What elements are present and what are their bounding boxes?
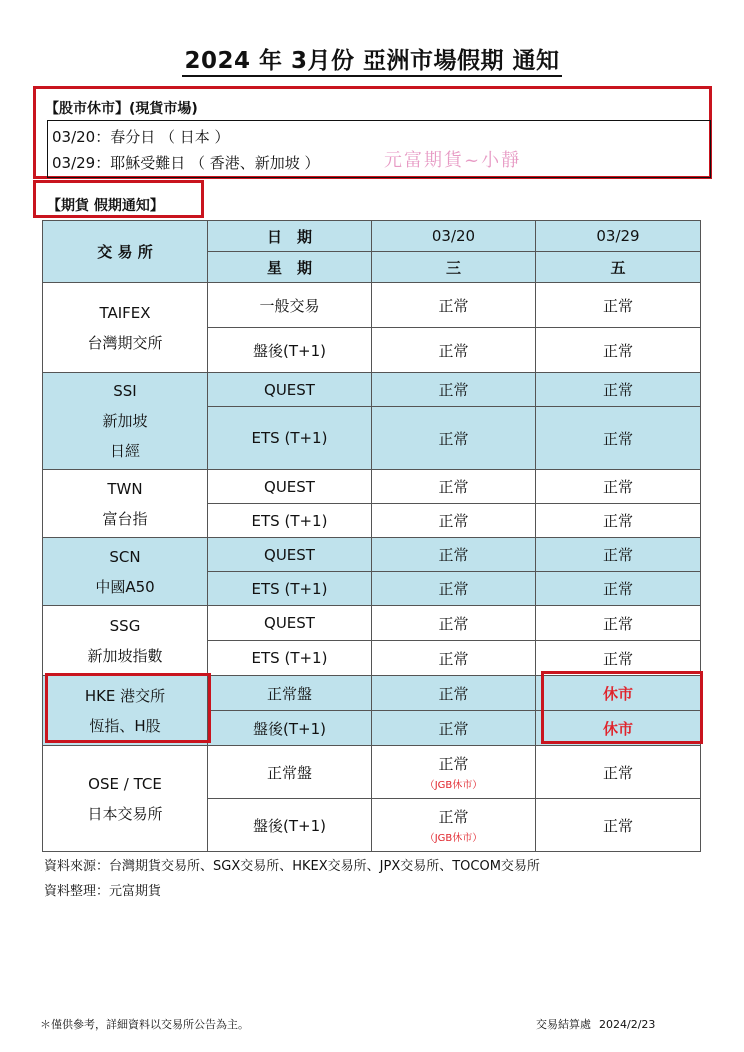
status-text: 正常 — [438, 429, 469, 448]
status-text: 正常 — [438, 684, 469, 703]
exchange-name-line: 新加坡 — [102, 412, 148, 430]
date-1-status-cell — [372, 606, 536, 641]
exchange-name-line: HKE 港交所 — [84, 686, 166, 705]
date-1-status-cell — [372, 504, 536, 538]
status-text: 正常 — [438, 296, 469, 315]
session-cell: 盤後(T+1) — [208, 328, 372, 373]
session-cell: ETS (T+1) — [208, 641, 372, 676]
date-2-status-cell: 正常 — [536, 799, 701, 852]
session-cell: QUEST — [208, 373, 372, 407]
status-text: 正常 — [438, 341, 469, 360]
date-1-status-cell — [372, 407, 536, 470]
header-date-label: 日 期 — [208, 221, 372, 252]
watermark: 元富期貨~小靜 — [384, 150, 522, 171]
session-cell: 一般交易 — [208, 283, 372, 328]
date-2-status-cell: 正常 — [536, 746, 701, 799]
stock-holiday-box — [33, 86, 712, 179]
table-row — [43, 746, 701, 799]
exchange-cell — [43, 538, 208, 606]
session-cell: QUEST — [208, 470, 372, 504]
date-1-status-cell — [372, 328, 536, 373]
date-1-status-cell — [372, 799, 536, 852]
exchange-cell — [43, 470, 208, 538]
date-1-status-cell — [372, 373, 536, 407]
table-row — [43, 538, 701, 572]
date-2-status-cell: 正常 — [536, 606, 701, 641]
status-text: 正常 — [438, 614, 469, 633]
futures-section-tag — [33, 180, 204, 218]
exchange-name-line: 日經 — [109, 442, 140, 460]
table-row — [43, 676, 701, 711]
header-weekday-1: 三 — [372, 252, 536, 283]
date-1-status-cell — [372, 470, 536, 504]
session-cell: ETS (T+1) — [208, 572, 372, 606]
date-2-status-cell: 正常 — [536, 504, 701, 538]
issuer-dept: 交易結算處 — [536, 1018, 591, 1031]
exchange-name-line: SSG — [109, 616, 141, 635]
header-weekday-label: 星 期 — [208, 252, 372, 283]
exchange-name-line: SSI — [113, 382, 137, 400]
stock-holiday-line-1: 03/20：春分日 （ 日本 ） — [52, 128, 230, 146]
date-2-status-cell: 休市 — [536, 711, 701, 746]
date-1-status-cell — [372, 641, 536, 676]
session-cell: ETS (T+1) — [208, 504, 372, 538]
page-title-text: 2024 年 3月份 亞洲市場假期 通知 — [182, 48, 561, 77]
issuer-footer — [536, 1016, 655, 1032]
exchange-name-line: 恆指、H股 — [89, 716, 161, 735]
session-cell: 正常盤 — [208, 676, 372, 711]
holiday-table — [42, 220, 701, 852]
exchange-cell — [43, 373, 208, 470]
date-2-status-cell: 正常 — [536, 572, 701, 606]
status-text: 正常 — [438, 512, 469, 530]
date-1-status-cell — [372, 746, 536, 799]
futures-section-label: 【期貨 假期通知】 — [47, 198, 164, 214]
date-2-status-cell: 正常 — [536, 328, 701, 373]
date-2-status-cell: 正常 — [536, 470, 701, 504]
date-1-status-cell — [372, 572, 536, 606]
status-text: 正常 — [438, 478, 469, 496]
issue-date: 2024/2/23 — [599, 1018, 656, 1031]
status-text: 正常 — [438, 381, 469, 399]
status-text: 正常 — [438, 808, 469, 826]
exchange-cell — [43, 746, 208, 852]
exchange-name-line: 中國A50 — [95, 577, 155, 596]
exchange-name-line: 日本交易所 — [87, 804, 163, 823]
jgb-holiday-note: （JGB休市） — [424, 833, 483, 844]
date-2-status-cell: 休市 — [536, 676, 701, 711]
date-2-status-cell: 正常 — [536, 538, 701, 572]
table-row — [43, 283, 701, 328]
date-1-status-cell — [372, 711, 536, 746]
date-2-status-cell: 正常 — [536, 283, 701, 328]
exchange-name-line: TAIFEX — [99, 303, 151, 322]
exchange-cell — [43, 606, 208, 676]
date-2-status-cell: 正常 — [536, 641, 701, 676]
session-cell: 盤後(T+1) — [208, 799, 372, 852]
header-date-2: 03/29 — [536, 221, 701, 252]
header-date-1: 03/20 — [372, 221, 536, 252]
status-text: 正常 — [438, 755, 469, 773]
date-2-status-cell: 正常 — [536, 373, 701, 407]
stock-holiday-line-2: 03/29：耶穌受難日 （ 香港、新加坡 ） — [52, 154, 320, 172]
stock-holiday-list — [47, 120, 711, 178]
exchange-name-line: SCN — [109, 547, 141, 566]
session-cell: QUEST — [208, 538, 372, 572]
page-title — [0, 42, 744, 75]
session-cell: QUEST — [208, 606, 372, 641]
status-text: 正常 — [438, 649, 469, 668]
date-2-status-cell: 正常 — [536, 407, 701, 470]
date-1-status-cell — [372, 538, 536, 572]
session-cell: 盤後(T+1) — [208, 711, 372, 746]
table-row — [43, 470, 701, 504]
exchange-name-line: 富台指 — [102, 509, 148, 528]
header-exchange: 交 易 所 — [43, 221, 208, 283]
stock-holiday-header: 【股市休市】(現貨市場) — [45, 101, 198, 117]
exchange-name-line: 新加坡指數 — [87, 646, 163, 665]
exchange-cell — [43, 676, 208, 746]
jgb-holiday-note: （JGB休市） — [424, 780, 483, 791]
table-row — [43, 606, 701, 641]
disclaimer-footnote: ＊僅供參考，詳細資料以交易所公告為主。 — [40, 1018, 249, 1031]
data-organizer: 資料整理：元富期貨 — [44, 884, 162, 899]
table-row — [43, 373, 701, 407]
data-source: 資料來源：台灣期貨交易所、SGX交易所、HKEX交易所、JPX交易所、TOCOM交易所 — [44, 859, 540, 874]
session-cell: ETS (T+1) — [208, 407, 372, 470]
header-weekday-2: 五 — [536, 252, 701, 283]
session-cell: 正常盤 — [208, 746, 372, 799]
exchange-name-line: TWN — [107, 479, 143, 498]
status-text: 正常 — [438, 719, 469, 738]
exchange-name-line: OSE / TCE — [88, 774, 162, 793]
header-row-date — [43, 221, 701, 252]
status-text: 正常 — [438, 580, 469, 598]
date-1-status-cell — [372, 283, 536, 328]
date-1-status-cell — [372, 676, 536, 711]
status-text: 正常 — [438, 546, 469, 564]
exchange-cell — [43, 283, 208, 373]
exchange-name-line: 台灣期交所 — [87, 333, 163, 352]
